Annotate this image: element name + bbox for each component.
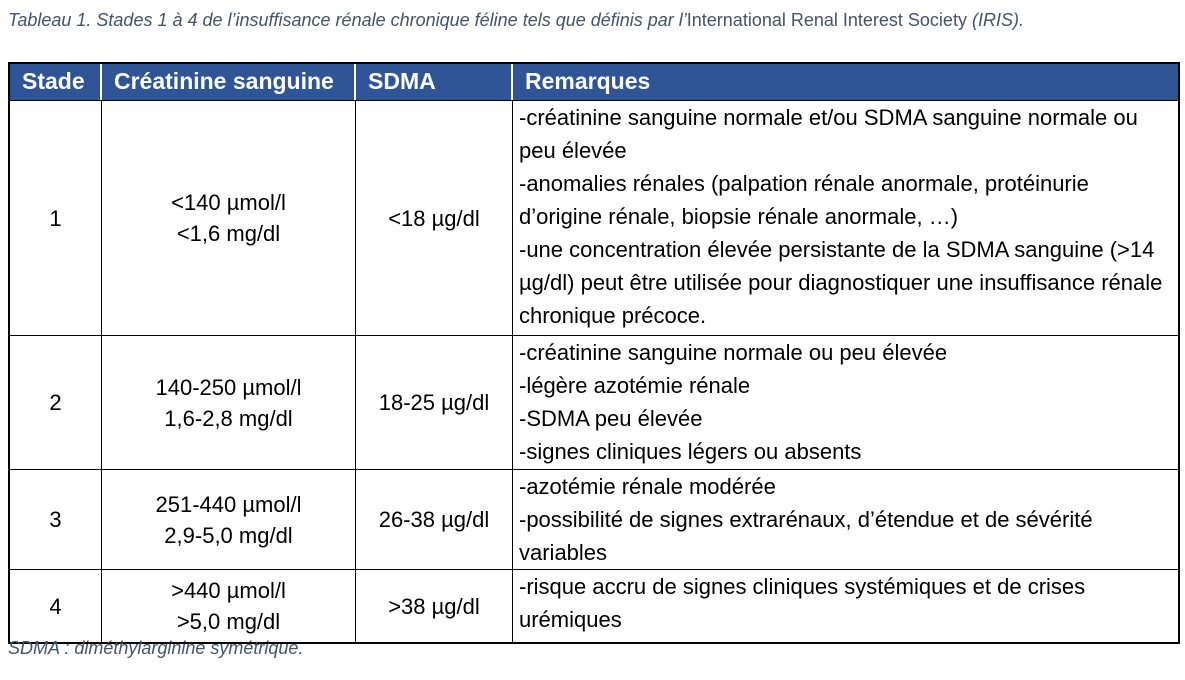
remark-item: -signes cliniques légers ou absents: [519, 439, 862, 464]
creatinine-line-mg: >5,0 mg/dl: [176, 609, 281, 634]
creatinine-cell: [102, 570, 356, 642]
iris-stages-table: [8, 62, 1180, 644]
table-row-stage-2: [10, 336, 1178, 470]
creatinine-line-umol: 140-250 µmol/l: [155, 374, 302, 400]
header-cell-stade: Stade: [10, 64, 102, 100]
header-cell-creatinine: Créatinine sanguine: [102, 64, 356, 100]
remark-item: -légère azotémie rénale: [519, 373, 751, 398]
creatinine-line-mg: 2,9-5,0 mg/dl: [164, 522, 293, 548]
table-row-stage-1: [10, 100, 1178, 336]
header-cell-sdma: SDMA: [356, 64, 513, 100]
stade-cell: 2: [10, 336, 102, 470]
table-footnote: SDMA : diméthylarginine symétrique.: [8, 638, 304, 658]
stade-cell: 1: [10, 100, 102, 336]
sdma-cell: 18-25 µg/dl: [356, 336, 513, 470]
table-row-stage-3: [10, 470, 1178, 570]
sdma-cell: <18 µg/dl: [356, 100, 513, 336]
remarques-cell: [513, 470, 1178, 570]
remark-item: -risque accru de signes cliniques systémiques et de crises urémiques: [519, 574, 1086, 632]
header-cell-remarques: Remarques: [513, 64, 1178, 100]
stade-cell: 3: [10, 470, 102, 570]
sdma-cell: >38 µg/dl: [356, 570, 513, 642]
remark-item: -anomalies rénales (palpation rénale anormale, protéinurie d’origine rénale, biopsie rénale anormale, …): [519, 171, 1089, 229]
creatinine-line-umol: 251-440 µmol/l: [155, 491, 302, 517]
creatinine-line-umol: >440 µmol/l: [171, 578, 286, 603]
table-row-stage-4: [10, 570, 1178, 642]
remarques-cell: [513, 336, 1178, 470]
creatinine-line-mg: <1,6 mg/dl: [176, 221, 281, 246]
sdma-cell: 26-38 µg/dl: [356, 470, 513, 570]
creatinine-cell: [102, 470, 356, 570]
stade-cell: 4: [10, 570, 102, 642]
creatinine-line-mg: 1,6-2,8 mg/dl: [164, 405, 293, 431]
caption-italic-suffix: (IRIS).: [966, 10, 1024, 30]
table-caption: [8, 10, 1178, 31]
remark-item: -SDMA peu élevée: [519, 406, 703, 431]
remark-item: -possibilité de signes extrarénaux, d’étendue et de sévérité variables: [519, 507, 1093, 565]
caption-organization-name: International Renal Interest Society: [686, 10, 967, 30]
creatinine-cell: [102, 100, 356, 336]
remarques-cell: [513, 570, 1178, 642]
remark-item: -créatinine sanguine normale et/ou SDMA sanguine normale ou peu élevée: [519, 105, 1138, 163]
remark-item: -azotémie rénale modérée: [519, 474, 776, 499]
remark-item: -créatinine sanguine normale ou peu élevée: [519, 340, 948, 365]
caption-italic-prefix: Tableau 1. Stades 1 à 4 de l’insuffisance rénale chronique féline tels que définis par l’: [8, 10, 687, 30]
remark-item: -une concentration élevée persistante de la SDMA sanguine (>14 µg/dl) peut être utilisée pour diagnostiquer une insuffisance rénale chronique précoce.: [519, 237, 1163, 328]
remarques-cell: [513, 100, 1178, 336]
creatinine-cell: [102, 336, 356, 470]
creatinine-line-umol: <140 µmol/l: [171, 190, 286, 215]
header-row: [10, 64, 1178, 100]
